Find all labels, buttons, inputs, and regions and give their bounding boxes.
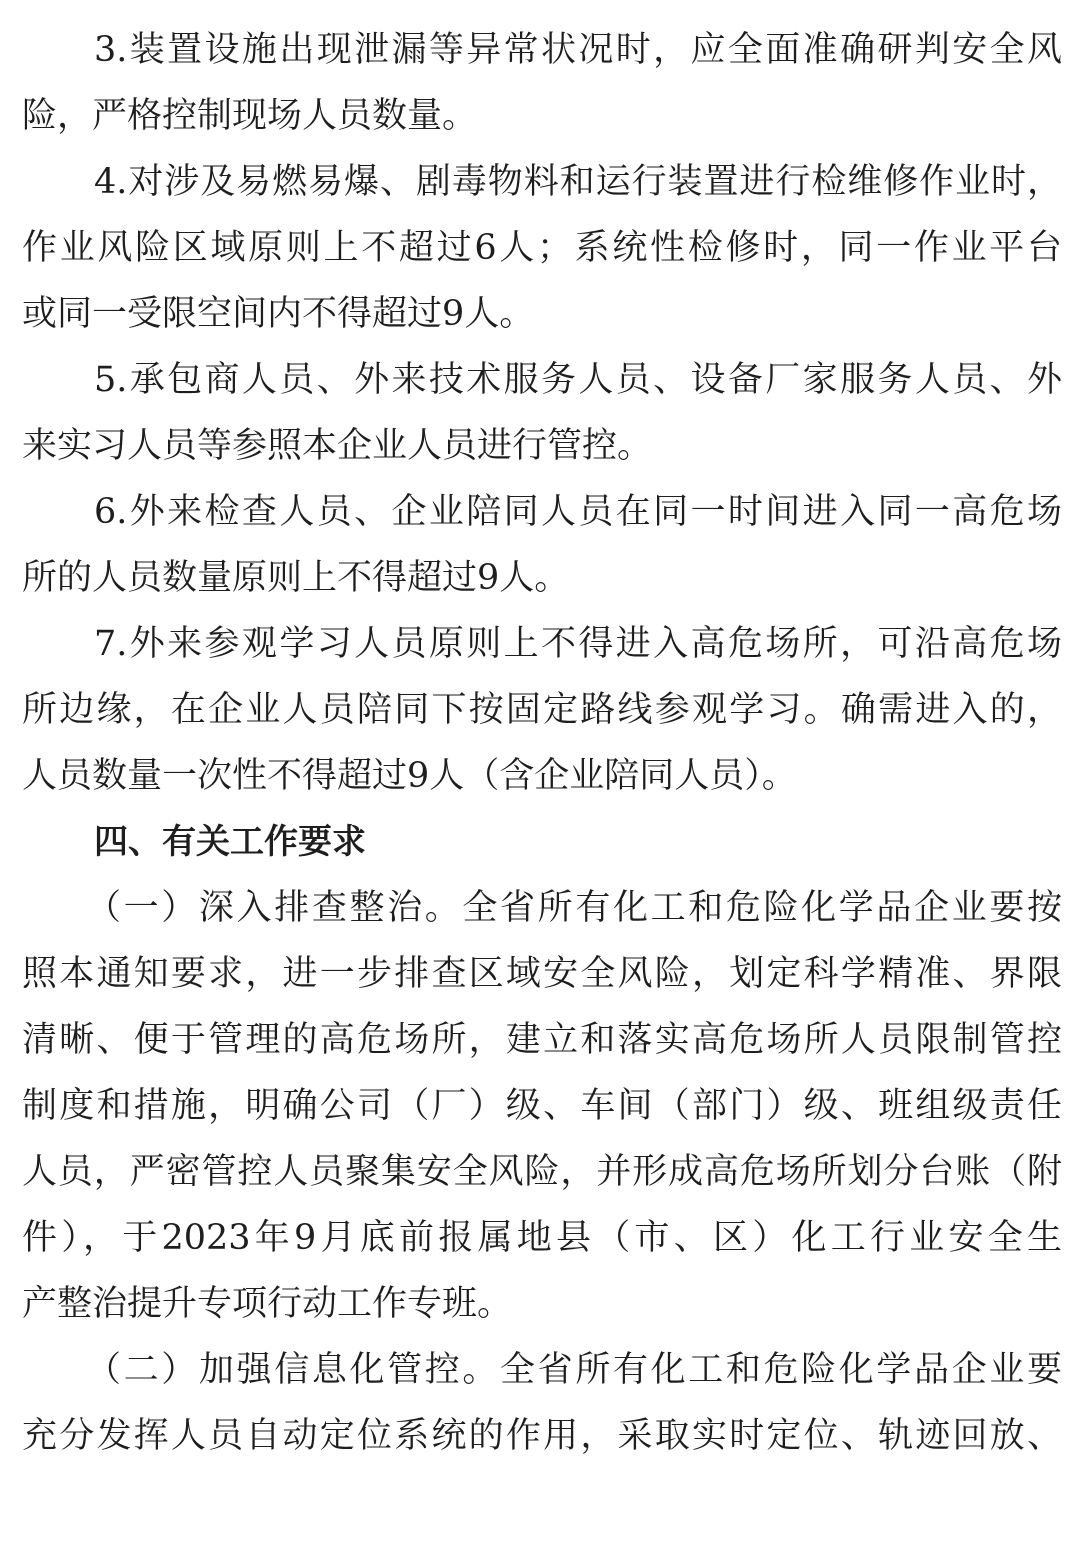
text-line: 件），于2023年9月底前报属地县（市、区）化工行业安全生	[22, 1218, 1062, 1258]
text-line: 来实习人员等参照本企业人员进行管控。	[22, 426, 653, 466]
text-line: 7.外来参观学习人员原则上不得进入高危场所，可沿高危场	[94, 624, 1062, 664]
text-line: 作业风险区域原则上不超过6人；系统性检修时，同一作业平台	[22, 228, 1062, 268]
text-line: 制度和措施，明确公司（厂）级、车间（部门）级、班组级责任	[22, 1086, 1062, 1126]
text-line: 照本通知要求，进一步排查区域安全风险，划定科学精准、界限	[22, 954, 1062, 994]
text-line: （一）深入排查整治。全省所有化工和危险化学品企业要按	[86, 888, 1062, 928]
text-line: 人员数量一次性不得超过9人（含企业陪同人员）。	[22, 756, 797, 796]
text-line: 人员，严密管控人员聚集安全风险，并形成高危场所划分台账（附	[22, 1152, 1062, 1192]
text-line: 清晰、便于管理的高危场所，建立和落实高危场所人员限制管控	[22, 1020, 1062, 1060]
text-line: 6.外来检查人员、企业陪同人员在同一时间进入同一高危场	[94, 492, 1062, 532]
text-line: 充分发挥人员自动定位系统的作用，采取实时定位、轨迹回放、	[22, 1416, 1062, 1456]
text-line: 产整治提升专项行动工作专班。	[22, 1284, 513, 1324]
text-line: 所的人员数量原则上不得超过9人。	[22, 558, 570, 598]
text-line: 4.对涉及易燃易爆、剧毒物料和运行装置进行检维修作业时，	[94, 162, 1062, 202]
text-line: 险，严格控制现场人员数量。	[22, 96, 478, 136]
text-line: 3.装置设施出现泄漏等异常状况时，应全面准确研判安全风	[94, 30, 1062, 70]
text-line: 所边缘，在企业人员陪同下按固定路线参观学习。确需进入的，	[22, 690, 1062, 730]
text-line: （二）加强信息化管控。全省所有化工和危险化学品企业要	[86, 1350, 1062, 1390]
section-heading: 四、有关工作要求	[94, 822, 366, 862]
text-line: 5.承包商人员、外来技术服务人员、设备厂家服务人员、外	[94, 360, 1062, 400]
text-line: 或同一受限空间内不得超过9人。	[22, 294, 535, 334]
